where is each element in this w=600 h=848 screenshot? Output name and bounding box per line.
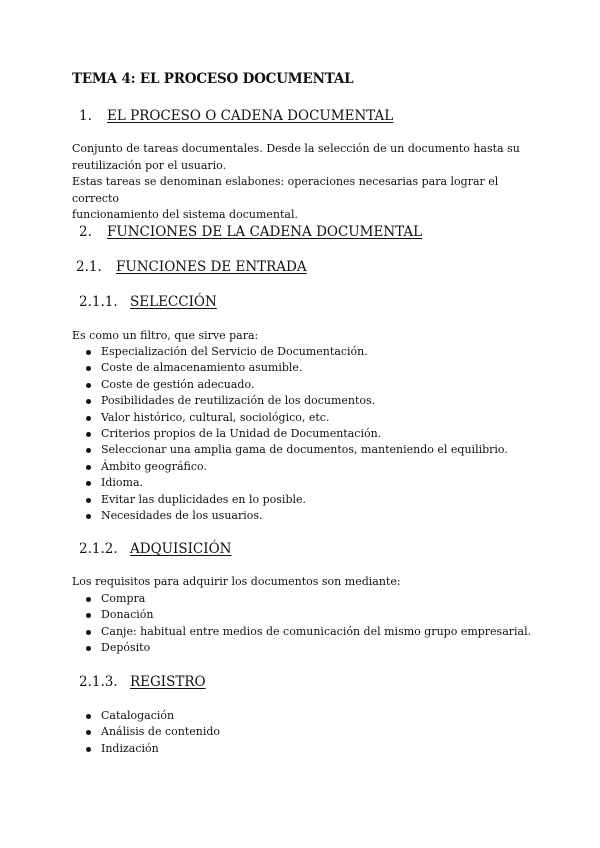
section-title: SELECCIÓN: [130, 294, 217, 310]
section-title: FUNCIONES DE ENTRADA: [116, 259, 307, 275]
section-1-paragraph: [72, 141, 542, 224]
bullet-icon: [86, 514, 91, 519]
bullet-icon: [86, 366, 91, 371]
section-1-heading: [79, 108, 393, 124]
section-title: EL PROCESO O CADENA DOCUMENTAL: [107, 108, 394, 124]
paragraph-line: Conjunto de tareas documentales. Desde la selección de un documento hasta su: [72, 142, 520, 155]
list-item: Ámbito geográfico.: [72, 459, 508, 475]
section-2-1-heading: [76, 259, 307, 275]
list-item: Posibilidades de reutilización de los documentos.: [72, 393, 508, 409]
paragraph-line: funcionamiento del sistema documental.: [72, 208, 298, 221]
paragraph-line: reutilización por el usuario.: [72, 158, 227, 172]
bullet-icon: [86, 432, 91, 437]
section-number: 2.: [79, 224, 92, 240]
bullet-icon: [86, 350, 91, 355]
register-list: [72, 708, 220, 757]
selection-intro: Es como un filtro, que sirve para:: [72, 329, 259, 342]
bullet-icon: [86, 416, 91, 421]
list-item: Donación: [72, 607, 531, 623]
list-item: Depósito: [72, 640, 531, 656]
paragraph-line: Estas tareas se denominan eslabones: operaciones necesarias para lograr el correcto: [72, 175, 499, 205]
section-2-1-2-heading: [79, 541, 231, 557]
list-item: Criterios propios de la Unidad de Documentación.: [72, 426, 508, 442]
acquisition-intro: Los requisitos para adquirir los documentos son mediante:: [72, 575, 401, 588]
list-item: Coste de gestión adecuado.: [72, 377, 508, 393]
bullet-icon: [86, 399, 91, 404]
document-title: TEMA 4: EL PROCESO DOCUMENTAL: [72, 71, 354, 87]
bullet-icon: [86, 646, 91, 651]
list-item: Catalogación: [72, 708, 220, 724]
list-item: Canje: habitual entre medios de comunicación del mismo grupo empresarial.: [72, 624, 531, 640]
list-item: Idioma.: [72, 475, 508, 491]
bullet-icon: [86, 730, 91, 735]
bullet-icon: [86, 465, 91, 470]
list-item: Indización: [72, 741, 220, 757]
section-title: FUNCIONES DE LA CADENA DOCUMENTAL: [107, 224, 423, 240]
list-item: Seleccionar una amplia gama de documentos, manteniendo el equilibrio.: [72, 442, 508, 458]
bullet-icon: [86, 498, 91, 503]
section-number: 2.1.3.: [79, 674, 118, 690]
section-number: 1.: [79, 108, 92, 124]
list-item: Evitar las duplicidades en lo posible.: [72, 492, 508, 508]
bullet-icon: [86, 630, 91, 635]
section-number: 2.1.: [76, 259, 102, 275]
bullet-icon: [86, 714, 91, 719]
list-item: Análisis de contenido: [72, 724, 220, 740]
list-item: Coste de almacenamiento asumible.: [72, 360, 508, 376]
section-2-heading: [79, 224, 422, 240]
bullet-icon: [86, 597, 91, 602]
bullet-icon: [86, 747, 91, 752]
list-item: Necesidades de los usuarios.: [72, 508, 508, 524]
section-title: ADQUISICIÓN: [130, 541, 232, 557]
section-2-1-1-heading: [79, 294, 217, 310]
acquisition-list: [72, 591, 531, 657]
section-title: REGISTRO: [130, 674, 206, 690]
bullet-icon: [86, 613, 91, 618]
section-number: 2.1.1.: [79, 294, 118, 310]
bullet-icon: [86, 481, 91, 486]
section-2-1-3-heading: [79, 674, 206, 690]
list-item: Valor histórico, cultural, sociológico, etc.: [72, 410, 508, 426]
list-item: Especialización del Servicio de Documentación.: [72, 344, 508, 360]
section-number: 2.1.2.: [79, 541, 118, 557]
bullet-icon: [86, 448, 91, 453]
selection-list: [72, 344, 508, 524]
bullet-icon: [86, 383, 91, 388]
list-item: Compra: [72, 591, 531, 607]
